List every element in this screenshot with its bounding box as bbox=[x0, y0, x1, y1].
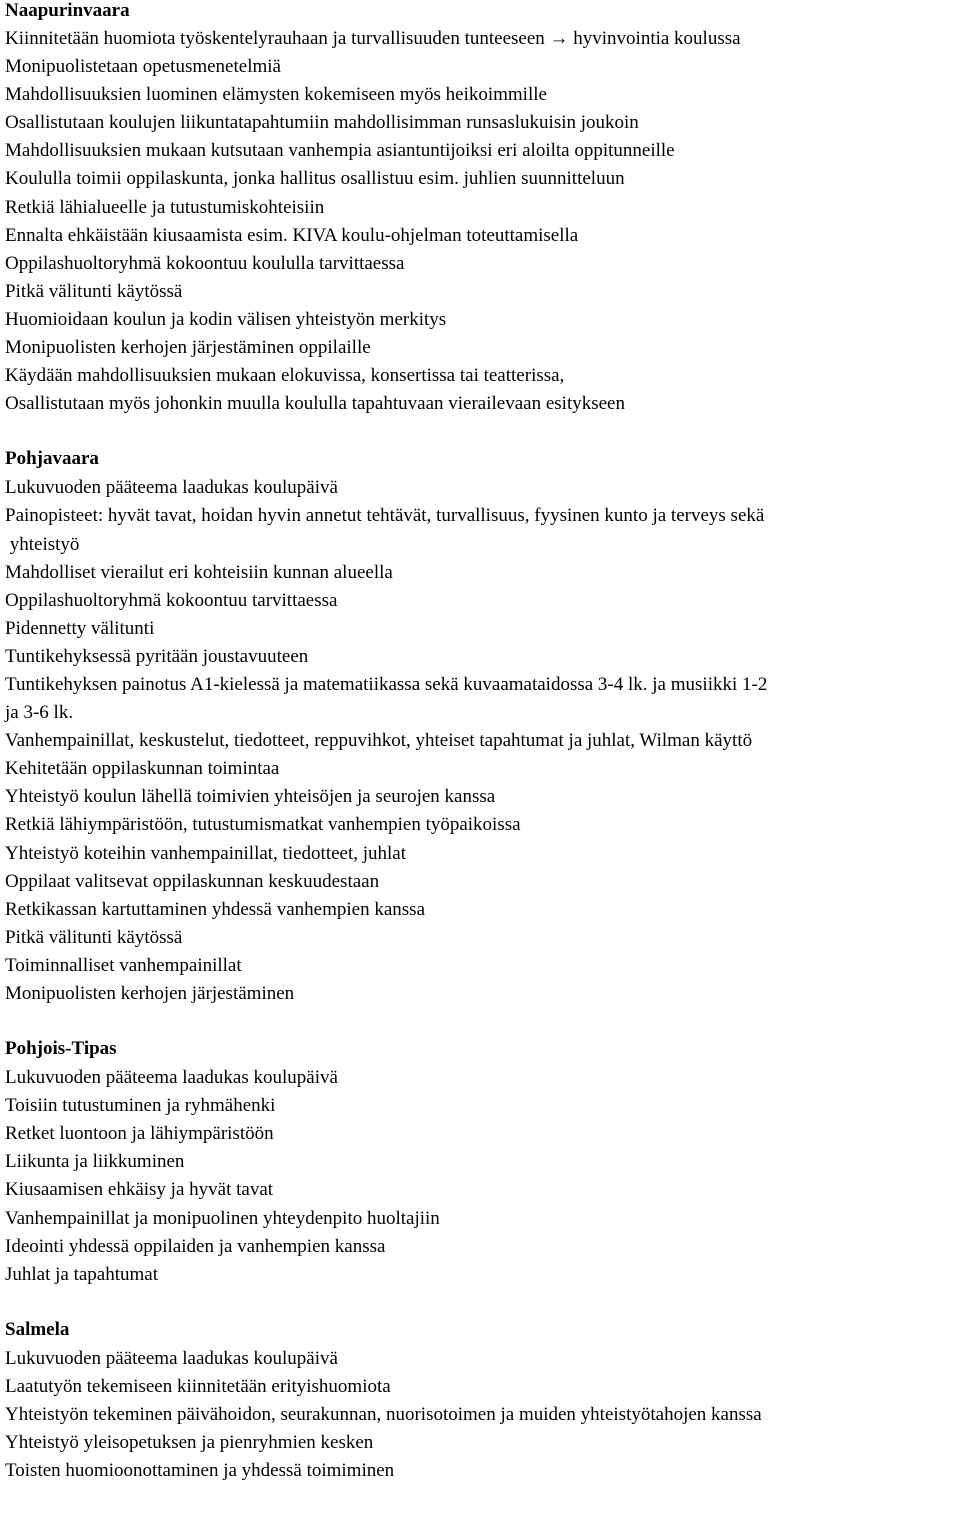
list-item: Huomioidaan koulun ja kodin välisen yhteistyön merkitys bbox=[5, 308, 447, 330]
list-item: Käydään mahdollisuuksien mukaan elokuvissa, konsertissa tai teatterissa, bbox=[5, 365, 565, 387]
list-item: Yhteistyö yleisopetuksen ja pienryhmien kesken bbox=[5, 1432, 374, 1454]
list-item: Lukuvuoden pääteema laadukas koulupäivä bbox=[5, 477, 338, 499]
section-title: Pohjavaara bbox=[5, 448, 99, 470]
list-item: Ideointi yhdessä oppilaiden ja vanhempien kanssa bbox=[5, 1235, 386, 1257]
list-item: Pitkä välitunti käytössä bbox=[5, 926, 183, 948]
document-page bbox=[5, 0, 957, 1513]
list-item: Yhteistyö koulun lähellä toimivien yhteisöjen ja seurojen kanssa bbox=[5, 786, 496, 808]
list-item: Liikunta ja liikkuminen bbox=[5, 1151, 185, 1173]
section-title: Salmela bbox=[5, 1318, 70, 1340]
section-salmela bbox=[5, 1317, 957, 1485]
list-item: Yhteistyö koteihin vanhempainillat, tiedotteet, juhlat bbox=[5, 842, 407, 864]
list-item: Toiminnalliset vanhempainillat bbox=[5, 954, 242, 976]
list-item: Tuntikehyksen painotus A1-kielessä ja matematiikassa sekä kuvaamataidossa 3-4 lk. ja musiikki 1-2 bbox=[5, 673, 768, 695]
list-item: Yhteistyön tekeminen päivähoidon, seurakunnan, nuorisotoimen ja muiden yhteistyötahojen kanssa bbox=[5, 1404, 762, 1426]
list-item: Pitkä välitunti käytössä bbox=[5, 280, 183, 302]
list-item: Oppilashuoltoryhmä kokoontuu koululla tarvittaessa bbox=[5, 252, 405, 274]
list-item: Toisiin tutustuminen ja ryhmähenki bbox=[5, 1095, 276, 1117]
list-item: Koululla toimii oppilaskunta, jonka hallitus osallistuu esim. juhlien suunnitteluun bbox=[5, 168, 625, 190]
list-item: Tuntikehyksessä pyritään joustavuuteen bbox=[5, 645, 309, 667]
list-item: Oppilaat valitsevat oppilaskunnan keskuudestaan bbox=[5, 870, 380, 892]
list-item: Monipuolisten kerhojen järjestäminen bbox=[5, 983, 295, 1004]
section-title: Pohjois-Tipas bbox=[5, 1038, 117, 1060]
section-pohjois-tipas bbox=[5, 1036, 957, 1289]
list-item: Juhlat ja tapahtumat bbox=[5, 1263, 159, 1285]
list-item: Mahdollisuuksien luominen elämysten kokemiseen myös heikoimmille bbox=[5, 84, 547, 106]
list-item: Kehitetään oppilaskunnan toimintaa bbox=[5, 758, 280, 780]
list-item: Osallistutaan koulujen liikuntatapahtumiin mahdollisimman runsaslukuisin joukoin bbox=[5, 112, 639, 134]
list-item: yhteistyö bbox=[5, 533, 80, 555]
list-item: Mahdollisuuksien mukaan kutsutaan vanhempia asiantuntijoiksi eri aloilta oppitunneille bbox=[5, 140, 675, 162]
list-item: Monipuolistetaan opetusmenetelmiä bbox=[5, 56, 281, 78]
list-item: Monipuolisten kerhojen järjestäminen oppilaille bbox=[5, 337, 371, 359]
list-item: Kiusaamisen ehkäisy ja hyvät tavat bbox=[5, 1179, 274, 1201]
list-item: Laatutyön tekemiseen kiinnitetään erityishuomiota bbox=[5, 1375, 391, 1397]
list-item: Vanhempainillat, keskustelut, tiedotteet, reppuvihkot, yhteiset tapahtumat ja juhlat, Wilman käyttö bbox=[5, 730, 753, 752]
list-item: Mahdolliset vierailut eri kohteisiin kunnan alueella bbox=[5, 561, 393, 583]
list-item: Ennalta ehkäistään kiusaamista esim. KIVA koulu-ohjelman toteuttamisella bbox=[5, 224, 579, 246]
section-naapurinvaara bbox=[5, 0, 957, 418]
list-item: ja 3-6 lk. bbox=[5, 702, 74, 724]
list-item: Toisten huomioonottaminen ja yhdessä toimiminen bbox=[5, 1460, 395, 1482]
list-item: Retkiä lähiympäristöön, tutustumismatkat vanhempien työpaikoissa bbox=[5, 814, 521, 836]
list-item: Retkikassan kartuttaminen yhdessä vanhempien kanssa bbox=[5, 898, 426, 920]
section-title: Naapurinvaara bbox=[5, 0, 130, 21]
list-item: Lukuvuoden pääteema laadukas koulupäivä bbox=[5, 1347, 338, 1369]
list-item: Painopisteet: hyvät tavat, hoidan hyvin annetut tehtävät, turvallisuus, fyysinen kunto ja terveys sekä bbox=[5, 505, 765, 527]
list-item: Osallistutaan myös johonkin muulla koululla tapahtuvaan vierailevaan esitykseen bbox=[5, 393, 625, 415]
list-item: Retket luontoon ja lähiympäristöön bbox=[5, 1123, 274, 1145]
list-item: Pidennetty välitunti bbox=[5, 617, 155, 639]
section-pohjavaara bbox=[5, 446, 957, 1008]
list-item: Kiinnitetään huomiota työskentelyrauhaan ja turvallisuuden tunteeseen → hyvinvointia koulussa bbox=[5, 28, 741, 49]
list-item: Oppilashuoltoryhmä kokoontuu tarvittaessa bbox=[5, 589, 338, 611]
list-item: Retkiä lähialueelle ja tutustumiskohteisiin bbox=[5, 196, 325, 218]
list-item: Lukuvuoden pääteema laadukas koulupäivä bbox=[5, 1067, 338, 1089]
list-item: Vanhempainillat ja monipuolinen yhteydenpito huoltajiin bbox=[5, 1207, 440, 1229]
